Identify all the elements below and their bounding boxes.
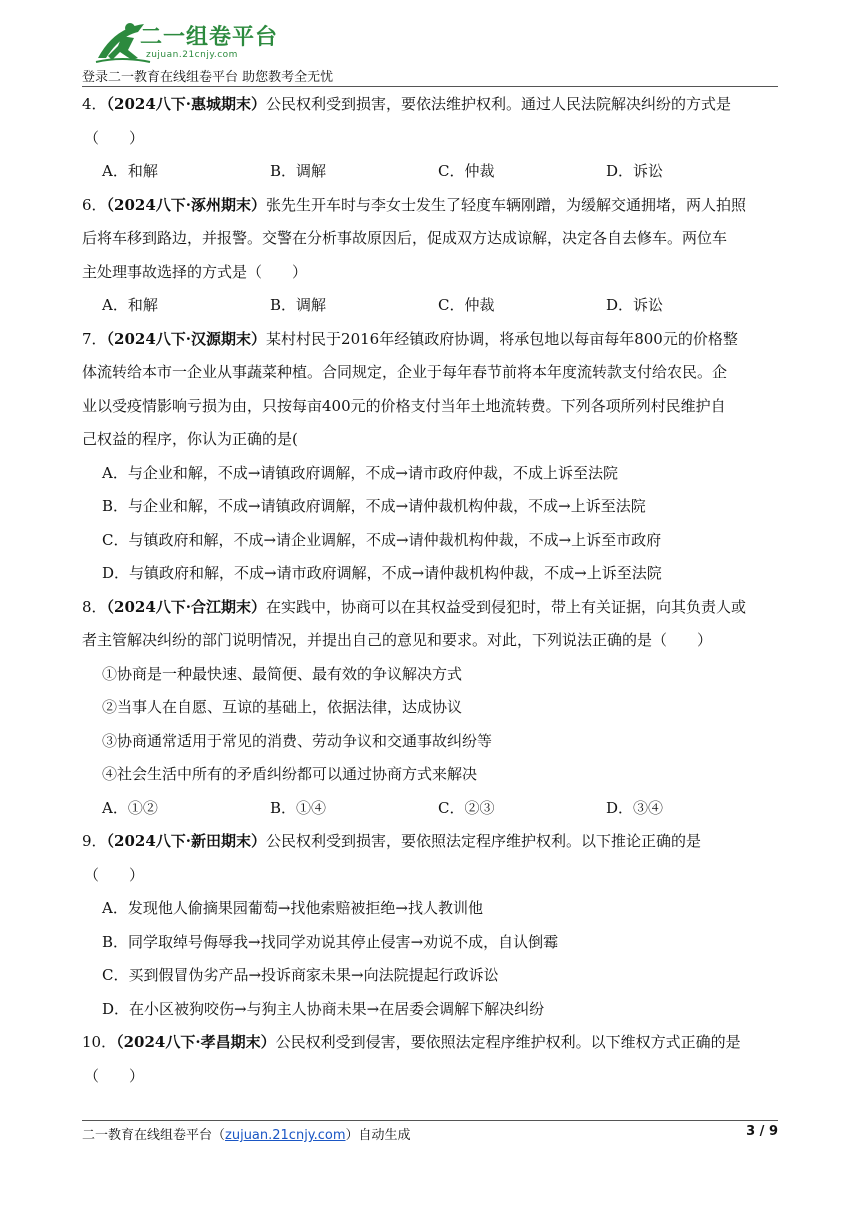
- statement-1: ①协商是一种最快速、最简便、最有效的争议解决方式: [102, 664, 463, 683]
- question-6: [82, 189, 778, 323]
- option-d[interactable]: D．③④: [606, 798, 664, 817]
- footer-suffix: ）自动生成: [345, 1128, 411, 1143]
- question-stem-line: 者主管解决纠纷的部门说明情况，并提出自己的意见和要求。对此，下列说法正确的是（ ）: [82, 631, 713, 649]
- options-row: [82, 155, 778, 189]
- question-7: [82, 323, 778, 591]
- question-stem-line: 张先生开车时与李女士发生了轻度车辆刚蹭，为缓解交通拥堵，两人拍照: [266, 195, 747, 214]
- question-9: [82, 825, 778, 1026]
- question-stem-line: 公民权利受到侵害，要依照法定程序维护权利。以下维权方式正确的是: [275, 1033, 741, 1051]
- question-number: 8．: [82, 597, 107, 616]
- options-row: [82, 289, 778, 323]
- options-row: [82, 792, 778, 826]
- footer-link[interactable]: zujuan.21cnjy.com: [225, 1128, 346, 1143]
- option-a[interactable]: A．和解: [102, 162, 158, 180]
- question-number: 6．: [82, 195, 107, 214]
- option-c[interactable]: C．与镇政府和解，不成→请企业调解，不成→请仲裁机构仲裁，不成→上诉至市政府: [102, 530, 662, 549]
- question-source: （2024八下·惠城期末）: [106, 95, 267, 113]
- option-a[interactable]: A．发现他人偷摘果园葡萄→找他索赔被拒绝→找人教训他: [102, 899, 483, 917]
- statement-2: ②当事人在自愿、互谅的基础上，依据法律，达成协议: [102, 698, 463, 716]
- question-stem-line: 己权益的程序，你认为正确的是(: [82, 430, 298, 448]
- question-stem-line: 公民权利受到损害，要依照法定程序维护权利。以下推论正确的是: [266, 832, 702, 850]
- option-b[interactable]: B．①④: [270, 798, 327, 817]
- option-b[interactable]: B．与企业和解，不成→请镇政府调解，不成→请仲裁机构仲裁，不成→上诉至法院: [102, 497, 646, 515]
- option-c[interactable]: C．仲裁: [438, 296, 495, 314]
- footer-prefix: 二一教育在线组卷平台（: [82, 1128, 226, 1143]
- question-source: （2024八下·合江期末）: [106, 597, 267, 616]
- header-divider: [82, 86, 778, 87]
- question-stem-line: 后将车移到路边，并报警。交警在分析事故原因后，促成双方达成谅解，决定各自去修车。两位车: [82, 229, 728, 247]
- page-footer: [82, 1124, 778, 1143]
- statement-3: ③协商通常适用于常见的消费、劳动争议和交通事故纠纷等: [102, 731, 493, 750]
- option-a[interactable]: A．①②: [102, 798, 158, 817]
- question-source: （2024八下·涿州期末）: [106, 195, 267, 214]
- option-c[interactable]: C．②③: [438, 798, 495, 817]
- option-d[interactable]: D．诉讼: [606, 162, 664, 180]
- question-stem-line: （ ）: [84, 128, 145, 147]
- option-b[interactable]: B．调解: [270, 162, 327, 180]
- option-b[interactable]: B．同学取绰号侮辱我→找同学劝说其停止侵害→劝说不成，自认倒霉: [102, 932, 559, 951]
- question-number: 10．: [82, 1033, 117, 1051]
- header-slogan: 登录二一教育在线组卷平台 助您教考全无忧: [82, 70, 334, 85]
- question-stem-line: （ ）: [84, 1066, 145, 1085]
- question-stem-line: （ ）: [84, 865, 145, 884]
- statement-4: ④社会生活中所有的矛盾纠纷都可以通过协商方式来解决: [102, 765, 478, 783]
- logo-url: zujuan.21cnjy.com: [146, 50, 238, 60]
- questions-list: [82, 88, 778, 1093]
- logo-text: 二一组卷平台: [140, 25, 279, 50]
- page-header: [82, 14, 778, 86]
- question-number: 7．: [82, 329, 107, 348]
- option-d[interactable]: D．诉讼: [606, 296, 664, 314]
- footer-divider: [82, 1120, 778, 1121]
- option-a[interactable]: A．和解: [102, 296, 158, 314]
- question-source: （2024八下·新田期末）: [106, 832, 267, 850]
- option-d[interactable]: D．与镇政府和解，不成→请市政府调解，不成→请仲裁机构仲裁，不成→上诉至法院: [102, 564, 662, 582]
- question-stem-line: 某村村民于2016年经镇政府协调，将承包地以每亩每年800元的价格整: [266, 329, 738, 348]
- option-c[interactable]: C．仲裁: [438, 162, 495, 180]
- page-number: 3 / 9: [746, 1124, 778, 1139]
- question-4: [82, 88, 778, 189]
- question-stem-line: 体流转给本市一企业从事蔬菜种植。合同规定，企业于每年春节前将本年度流转款支付给农民。企: [82, 363, 728, 381]
- question-stem-line: 在实践中，协商可以在其权益受到侵犯时，带上有关证据，向其负责人或: [266, 597, 747, 616]
- question-10: [82, 1026, 778, 1093]
- option-c[interactable]: C．买到假冒伪劣产品→投诉商家未果→向法院提起行政诉讼: [102, 966, 499, 984]
- question-stem-line: 业以受疫情影响亏损为由，只按每亩400元的价格支付当年土地流转费。下列各项所列村民维护自: [82, 396, 726, 415]
- question-8: [82, 591, 778, 826]
- question-stem-line: 主处理事故选择的方式是（ ）: [82, 262, 308, 281]
- question-source: （2024八下·孝昌期末）: [116, 1033, 276, 1051]
- question-number: 4．: [82, 95, 107, 113]
- option-d[interactable]: D．在小区被狗咬伤→与狗主人协商未果→在居委会调解下解决纠纷: [102, 999, 545, 1018]
- question-number: 9．: [82, 832, 107, 850]
- option-b[interactable]: B．调解: [270, 296, 327, 314]
- option-a[interactable]: A．与企业和解，不成→请镇政府调解，不成→请市政府仲裁，不成上诉至法院: [102, 463, 618, 482]
- question-source: （2024八下·汉源期末）: [106, 329, 267, 348]
- question-stem-line: 公民权利受到损害，要依法维护权利。通过人民法院解决纠纷的方式是: [266, 95, 732, 113]
